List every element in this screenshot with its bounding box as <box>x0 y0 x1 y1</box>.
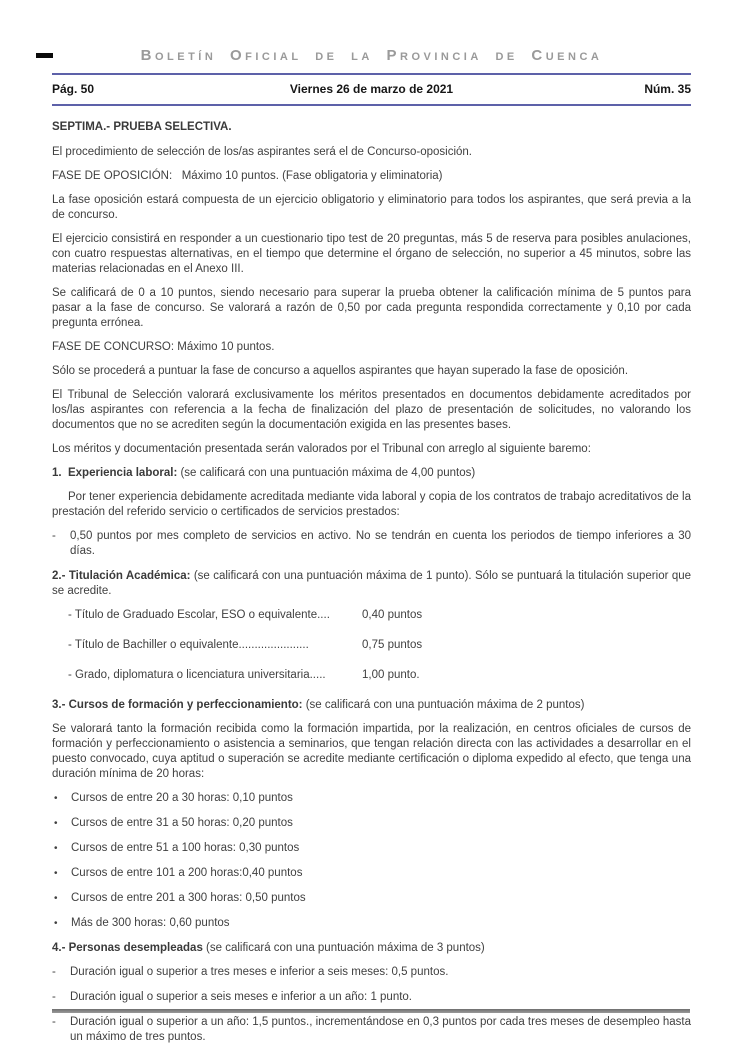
header-meta-row <box>52 75 691 104</box>
row-label: - Título de Bachiller o equivalente...................... <box>68 639 309 651</box>
list-item-text: 0,50 puntos por mes completo de servicios en activo. No se tendrán en cuenta los periodos de tiempo inferiores a 30 días. <box>70 530 691 557</box>
document-body <box>0 106 743 1045</box>
paragraph: Sólo se procederá a puntuar la fase de concurso a aquellos aspirantes que hayan superado la fase de oposición. <box>52 365 629 377</box>
list-marker: • <box>54 918 58 929</box>
bullet-list-item <box>52 841 691 856</box>
paragraph: Los méritos y documentación presentada serán valorados por el Tribunal con arreglo al siguiente baremo: <box>52 443 591 455</box>
list-item-text: Duración igual o superior a tres meses e inferior a seis meses: 0,5 puntos. <box>70 966 449 978</box>
paragraph: FASE DE CONCURSO: Máximo 10 puntos. <box>52 341 275 353</box>
row-value: 1,00 punto. <box>362 669 420 681</box>
bold-lead-in: 2.- Titulación Académica: <box>52 570 191 582</box>
scan-artifact-mark <box>36 53 53 58</box>
section-heading: SEPTIMA.- PRUEBA SELECTIVA. <box>52 121 232 133</box>
list-marker: - <box>52 991 56 1003</box>
footer-rule <box>52 1009 690 1013</box>
paragraph <box>52 569 691 599</box>
list-marker: • <box>54 818 58 829</box>
row-value: 0,40 puntos <box>362 609 423 621</box>
list-item-text: Duración igual o superior a un año: 1,5 puntos., incrementándose en 0,3 puntos por cada tres meses de desempleo hasta un máximo de tres puntos. <box>70 1016 691 1043</box>
row-label: - Grado, diplomatura o licenciatura universitaria..... <box>68 669 326 681</box>
list-item-text: Cursos de entre 101 a 200 horas:0,40 puntos <box>71 867 303 879</box>
bulletin-title: Boletín Oficial de la Provincia de Cuenca <box>140 47 603 64</box>
paragraph: El ejercicio consistirá en responder a un cuestionario tipo test de 20 preguntas, más 5 de reserva para posibles anulaciones, con cuatro respuestas alternativas, en el tiempo que determine el órgano de selección, no superior a 45 minutos, sobre las materias relacionadas en el Anexo III. <box>52 233 691 275</box>
bold-lead-in: 1. Experiencia laboral: <box>52 467 178 479</box>
bullet-list-item <box>52 916 691 931</box>
list-item-text: Cursos de entre 31 a 50 horas: 0,20 puntos <box>71 817 293 829</box>
bold-lead-in: 4.- Personas desempleadas <box>52 942 203 954</box>
bold-lead-in: 3.- Cursos de formación y perfeccionamiento: <box>52 699 303 711</box>
lead-in-continuation: (se calificará con una puntuación máxima de 2 puntos) <box>302 699 585 711</box>
dotted-leader-row <box>52 608 691 623</box>
paragraph: La fase oposición estará compuesta de un ejercicio obligatorio y eliminatorio para todos los aspirantes, que será previa a la de concurso. <box>52 194 691 221</box>
paragraph <box>52 466 691 481</box>
date-label: Viernes 26 de marzo de 2021 <box>289 82 454 96</box>
list-item-text: Cursos de entre 201 a 300 horas: 0,50 puntos <box>71 892 306 904</box>
paragraph: Se calificará de 0 a 10 puntos, siendo necesario para superar la prueba obtener la calificación mínima de 5 puntos para pasar a la fase de concurso. Se valorará a razón de 0,50 por cada pregunta respondida correctamente y 0,10 por cada pregunta errónea. <box>52 287 691 329</box>
paragraph: Se valorará tanto la formación recibida como la formación impartida, por la realización, en centros oficiales de cursos de formación y perfeccionamiento o asistencia a seminarios, que tengan relación directa con las actividades a desarrollar en el puesto convocado, cuya aptitud o superación se acredite mediante certificación o diploma expedido al efecto, que tenga una duración mínima de 20 horas: <box>52 723 691 780</box>
paragraph <box>52 941 691 956</box>
bullet-list-item <box>52 816 691 831</box>
row-value: 0,75 puntos <box>362 639 423 651</box>
bullet-list-item <box>52 866 691 881</box>
paragraph <box>52 698 691 713</box>
page-header <box>0 47 743 106</box>
lead-in-continuation: (se calificará con una puntuación máxima de 4,00 puntos) <box>177 467 476 479</box>
bullet-list-item <box>52 791 691 806</box>
dotted-leader-row <box>52 638 691 653</box>
list-marker: - <box>52 966 56 978</box>
issue-number-label: Núm. 35 <box>644 82 691 96</box>
list-marker: • <box>54 843 58 854</box>
list-item-text: Más de 300 horas: 0,60 puntos <box>71 917 230 929</box>
lead-in-continuation: (se calificará con una puntuación máxima de 1 punto). Sólo se puntuará la titulación superior que se acredite. <box>52 570 692 597</box>
paragraph: Por tener experiencia debidamente acreditada mediante vida laboral y copia de los contratos de trabajo acreditativos de la prestación del referido servicio o certificados de servicios prestados: <box>52 491 691 518</box>
dotted-leader-row <box>52 668 691 683</box>
paragraph: El Tribunal de Selección valorará exclusivamente los méritos presentados en documentos debidamente acreditados por los/las aspirantes con referencia a la fecha de finalización del plazo de presentación de solicitudes, no valorando los documentos que no se acrediten según la documentación exigida en las presentes bases. <box>52 389 691 431</box>
paragraph: El procedimiento de selección de los/as aspirantes será el de Concurso-oposición. <box>52 146 472 158</box>
paragraph: FASE DE OPOSICIÓN: Máximo 10 puntos. (Fase obligatoria y eliminatoria) <box>52 170 443 182</box>
list-marker: • <box>54 868 58 879</box>
dash-list-item <box>52 529 691 559</box>
list-item-text: Duración igual o superior a seis meses e inferior a un año: 1 punto. <box>70 991 413 1003</box>
dash-list-item <box>52 1015 691 1045</box>
dash-list-item <box>52 965 691 980</box>
list-marker: - <box>52 530 56 542</box>
lead-in-continuation: (se calificará con una puntuación máxima de 3 puntos) <box>202 942 485 954</box>
bullet-list-item <box>52 891 691 906</box>
list-marker: • <box>54 793 58 804</box>
list-marker: • <box>54 893 58 904</box>
page-number-label: Pág. 50 <box>52 82 95 96</box>
list-marker: - <box>52 1016 56 1028</box>
dash-list-item <box>52 990 691 1005</box>
list-item-text: Cursos de entre 20 a 30 horas: 0,10 puntos <box>71 792 293 804</box>
row-label: - Título de Graduado Escolar, ESO o equivalente.... <box>68 609 330 621</box>
list-item-text: Cursos de entre 51 a 100 horas: 0,30 puntos <box>71 842 300 854</box>
